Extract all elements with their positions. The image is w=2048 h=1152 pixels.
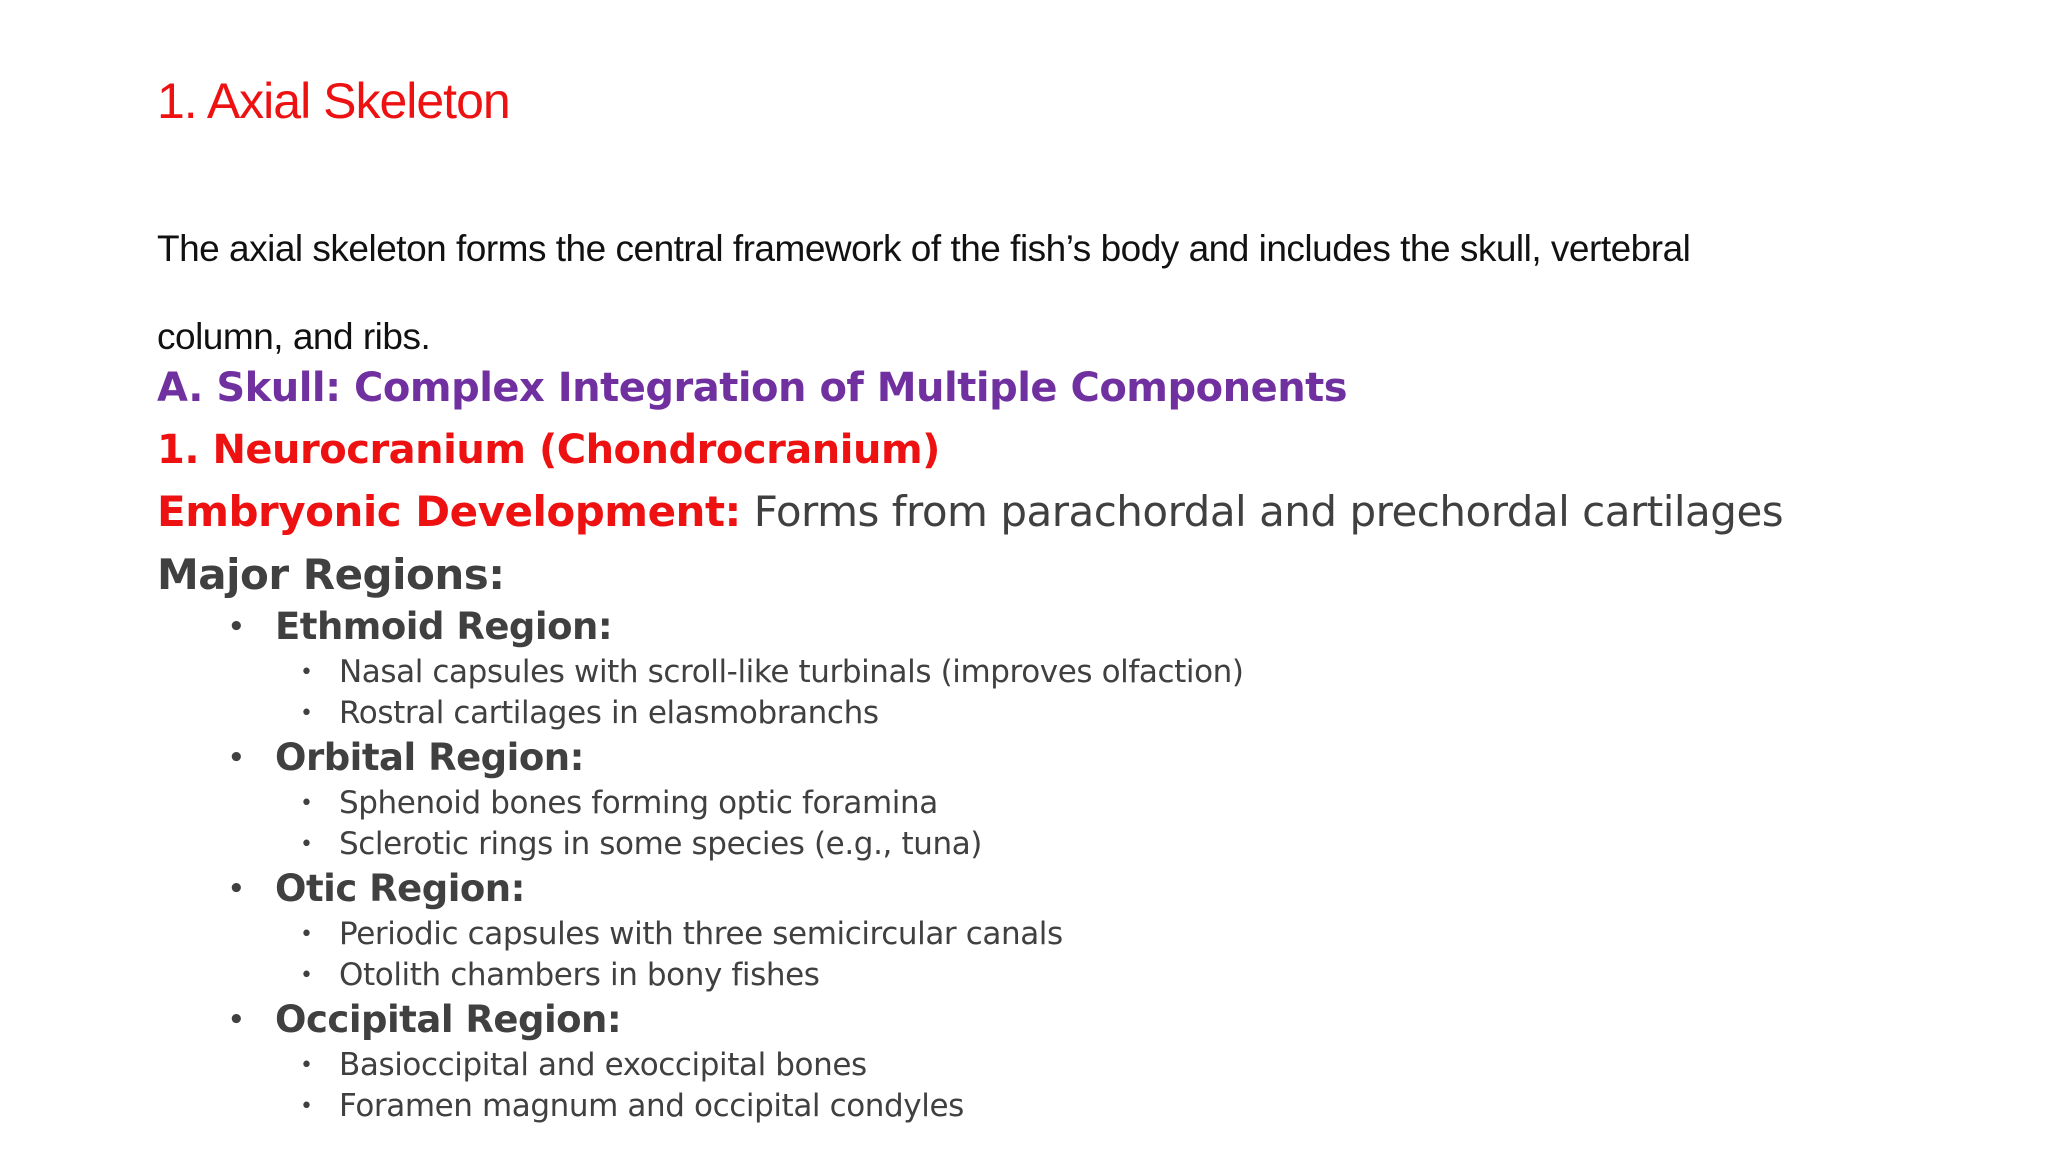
slide-title: 1. Axial Skeleton: [157, 73, 510, 129]
list-item: [300, 1044, 867, 1087]
list-item-text: Periodic capsules with three semicircular canals: [339, 916, 1063, 952]
bullet-icon: •: [228, 612, 245, 642]
bullet-icon: •: [300, 701, 313, 726]
bullet-icon: •: [228, 874, 245, 904]
list-item: [300, 651, 1244, 694]
bullet-icon: •: [228, 743, 245, 773]
list-item: [300, 782, 938, 825]
bullet-icon: •: [300, 791, 313, 816]
bullet-icon: •: [300, 832, 313, 857]
region-ethmoid: [228, 603, 612, 651]
region-name: Otic Region:: [275, 867, 525, 910]
neurocranium-heading: 1. Neurocranium (Chondrocranium): [157, 427, 940, 473]
list-item-text: Basioccipital and exoccipital bones: [339, 1047, 867, 1083]
list-item-text: Foramen magnum and occipital condyles: [339, 1088, 964, 1124]
region-name: Occipital Region:: [275, 998, 622, 1041]
list-item-text: Nasal capsules with scroll-like turbinals (improves olfaction): [339, 654, 1244, 690]
intro-line-2: column, and ribs.: [157, 316, 431, 357]
bullet-icon: •: [300, 660, 313, 685]
major-regions-heading: Major Regions:: [157, 550, 505, 599]
list-item-text: Otolith chambers in bony fishes: [339, 957, 820, 993]
intro-line-1: The axial skeleton forms the central framework of the fish’s body and includes the skull, vertebral: [157, 228, 1691, 269]
bullet-icon: •: [300, 1094, 313, 1119]
bullet-icon: •: [300, 1053, 313, 1078]
list-item-text: Sphenoid bones forming optic foramina: [339, 785, 938, 821]
list-item: [300, 954, 820, 997]
bullet-icon: •: [300, 922, 313, 947]
bullet-icon: •: [300, 963, 313, 988]
embryonic-text: Forms from parachordal and prechordal cartilages: [740, 487, 1784, 536]
region-occipital: [228, 996, 621, 1044]
list-item-text: Sclerotic rings in some species (e.g., tuna): [339, 826, 982, 862]
list-item: [300, 692, 879, 735]
region-name: Ethmoid Region:: [275, 605, 613, 648]
region-otic: [228, 865, 525, 913]
list-item: [300, 913, 1063, 956]
bullet-icon: •: [228, 1005, 245, 1035]
list-item-text: Rostral cartilages in elasmobranchs: [339, 695, 879, 731]
embryonic-label: Embryonic Development:: [157, 487, 741, 536]
region-orbital: [228, 734, 584, 782]
embryonic-development: [157, 484, 1783, 540]
skull-heading: A. Skull: Complex Integration of Multiple Components: [157, 365, 1348, 411]
region-name: Orbital Region:: [275, 736, 584, 779]
list-item: [300, 823, 982, 866]
intro-paragraph: [157, 205, 1917, 381]
list-item: [300, 1085, 964, 1128]
